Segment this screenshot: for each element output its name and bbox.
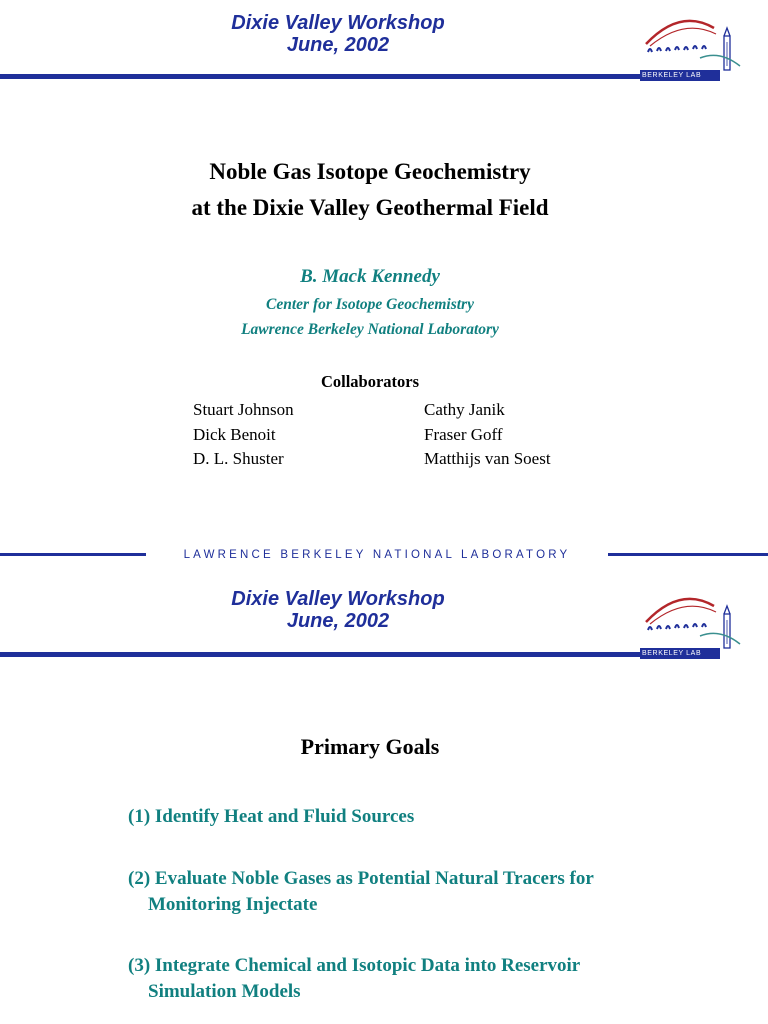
collaborator-name: Stuart Johnson	[193, 400, 294, 419]
footer-lab-name: LAWRENCE BERKELEY NATIONAL LABORATORY	[146, 548, 608, 562]
workshop-title: Dixie Valley Workshop	[231, 12, 445, 34]
title-line-1: Noble Gas Isotope Geochemistry	[209, 159, 531, 184]
goal-text-continued: Simulation Models	[148, 981, 301, 1002]
workshop-title: Dixie Valley Workshop	[231, 588, 445, 610]
goal-text: (3) Integrate Chemical and Isotopic Data into Reservoir	[128, 955, 581, 976]
author-name: B. Mack Kennedy	[300, 266, 440, 287]
workshop-date: June, 2002	[286, 34, 390, 56]
collaborators-heading: Collaborators	[320, 372, 420, 391]
goal-item-2	[128, 866, 738, 918]
collaborator-name: Fraser Goff	[424, 424, 503, 444]
goal-item-3	[128, 953, 738, 1005]
logo-label: BERKELEY LAB	[642, 72, 702, 79]
collaborator-name: Cathy Janik	[424, 400, 505, 419]
goal-text-continued: Monitoring Injectate	[148, 894, 318, 915]
goal-text: (2) Evaluate Noble Gases as Potential Natural Tracers for	[128, 868, 594, 889]
logo-label: BERKELEY LAB	[642, 650, 702, 657]
collaborator-name: D. L. Shuster	[193, 449, 284, 468]
collaborators-left-column	[193, 398, 294, 472]
goal-item-1	[128, 804, 738, 830]
collaborator-name: Matthijs van Soest	[424, 449, 551, 468]
goals-title: Primary Goals	[300, 734, 440, 759]
collaborator-name: Dick Benoit	[193, 424, 276, 444]
footer-bar	[0, 548, 768, 562]
affiliation-line-2: Lawrence Berkeley National Laboratory	[241, 321, 499, 338]
header-rule	[0, 652, 640, 657]
header-rule	[0, 74, 640, 79]
collaborators-right-column	[424, 398, 551, 472]
goal-text: (1) Identify Heat and Fluid Sources	[128, 806, 415, 827]
workshop-date: June, 2002	[286, 610, 390, 632]
title-line-2: at the Dixie Valley Geothermal Field	[191, 195, 549, 220]
affiliation-line-1: Center for Isotope Geochemistry	[266, 296, 474, 313]
slide-2	[0, 576, 768, 1024]
